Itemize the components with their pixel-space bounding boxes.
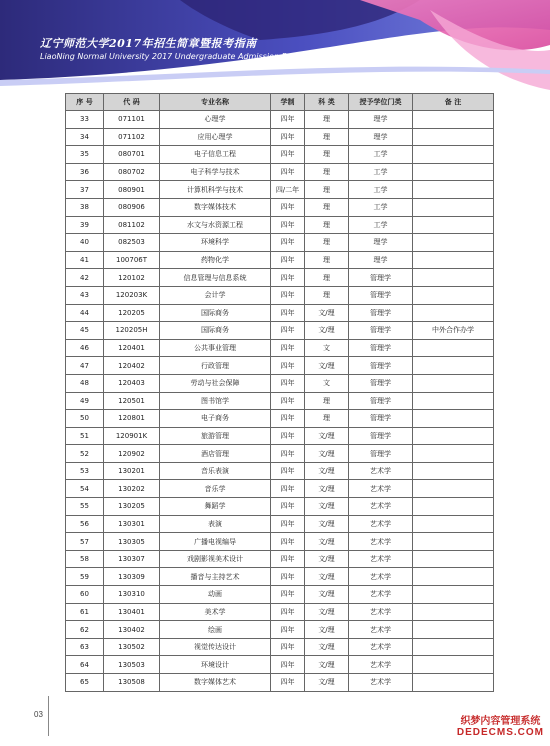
table-cell xyxy=(413,392,494,410)
table-cell: 理 xyxy=(305,128,349,146)
table-header-row xyxy=(66,94,494,111)
table-cell: 四年 xyxy=(271,674,305,692)
table-cell: 艺术学 xyxy=(349,568,413,586)
table-cell: 120205 xyxy=(104,304,160,322)
table-cell: 四年 xyxy=(271,656,305,674)
table-cell: 120401 xyxy=(104,339,160,357)
table-cell: 47 xyxy=(66,357,104,375)
table-cell: 120902 xyxy=(104,445,160,463)
table-cell: 公共事业管理 xyxy=(160,339,271,357)
table-cell: 130503 xyxy=(104,656,160,674)
table-cell: 理 xyxy=(305,234,349,252)
table-cell: 理学 xyxy=(349,251,413,269)
table-cell: 艺术学 xyxy=(349,533,413,551)
table-header xyxy=(66,94,494,111)
table-row xyxy=(66,234,494,252)
table-cell: 62 xyxy=(66,621,104,639)
table-cell: 57 xyxy=(66,533,104,551)
table-cell: 四年 xyxy=(271,216,305,234)
column-header: 科 类 xyxy=(305,94,349,111)
table-cell: 130205 xyxy=(104,498,160,516)
table-cell: 工学 xyxy=(349,181,413,199)
table-row xyxy=(66,111,494,129)
table-row xyxy=(66,674,494,692)
table-cell: 四年 xyxy=(271,568,305,586)
column-header: 学制 xyxy=(271,94,305,111)
table-cell: 艺术学 xyxy=(349,603,413,621)
table-cell: 理 xyxy=(305,181,349,199)
table-cell: 舞蹈学 xyxy=(160,498,271,516)
table-cell: 120501 xyxy=(104,392,160,410)
table-cell: 音乐学 xyxy=(160,480,271,498)
table-cell xyxy=(413,621,494,639)
table-cell: 四年 xyxy=(271,251,305,269)
table-row xyxy=(66,198,494,216)
table-cell: 国际商务 xyxy=(160,304,271,322)
table-cell: 文/理 xyxy=(305,586,349,604)
table-cell xyxy=(413,269,494,287)
table-cell: 工学 xyxy=(349,146,413,164)
table-cell: 四/二年 xyxy=(271,181,305,199)
table-cell: 四年 xyxy=(271,462,305,480)
table-cell: 旅游管理 xyxy=(160,427,271,445)
table-cell: 52 xyxy=(66,445,104,463)
table-row xyxy=(66,480,494,498)
table-cell: 艺术学 xyxy=(349,480,413,498)
table-cell: 071102 xyxy=(104,128,160,146)
table-cell: 080901 xyxy=(104,181,160,199)
table-cell: 100706T xyxy=(104,251,160,269)
table-row xyxy=(66,286,494,304)
table-cell: 理 xyxy=(305,146,349,164)
table-cell: 理 xyxy=(305,392,349,410)
table-cell: 080701 xyxy=(104,146,160,164)
table-cell: 文 xyxy=(305,339,349,357)
table-cell: 会计学 xyxy=(160,286,271,304)
table-cell: 管理学 xyxy=(349,322,413,340)
table-row xyxy=(66,392,494,410)
table-cell: 120901K xyxy=(104,427,160,445)
table-cell: 四年 xyxy=(271,198,305,216)
table-cell xyxy=(413,251,494,269)
table-cell: 48 xyxy=(66,374,104,392)
table-row xyxy=(66,621,494,639)
table-cell: 动画 xyxy=(160,586,271,604)
table-cell xyxy=(413,198,494,216)
table-row xyxy=(66,181,494,199)
table-cell: 130202 xyxy=(104,480,160,498)
table-cell xyxy=(413,533,494,551)
table-cell: 文/理 xyxy=(305,480,349,498)
table-cell: 35 xyxy=(66,146,104,164)
table-cell: 文/理 xyxy=(305,462,349,480)
table-cell: 42 xyxy=(66,269,104,287)
table-cell: 49 xyxy=(66,392,104,410)
table-cell: 艺术学 xyxy=(349,586,413,604)
table-row xyxy=(66,251,494,269)
column-header: 序 号 xyxy=(66,94,104,111)
table-cell xyxy=(413,163,494,181)
table-cell: 50 xyxy=(66,410,104,428)
table-cell: 36 xyxy=(66,163,104,181)
table-cell: 120403 xyxy=(104,374,160,392)
table-cell: 文/理 xyxy=(305,322,349,340)
table-cell: 四年 xyxy=(271,163,305,181)
table-cell xyxy=(413,234,494,252)
table-cell: 文/理 xyxy=(305,568,349,586)
table-row xyxy=(66,427,494,445)
majors-table xyxy=(65,93,494,692)
table-row xyxy=(66,357,494,375)
table-cell: 65 xyxy=(66,674,104,692)
table-cell: 理 xyxy=(305,111,349,129)
table-cell: 四年 xyxy=(271,339,305,357)
table-cell: 水文与水资源工程 xyxy=(160,216,271,234)
table-cell: 文 xyxy=(305,374,349,392)
table-cell xyxy=(413,498,494,516)
table-cell xyxy=(413,603,494,621)
table-cell: 理 xyxy=(305,163,349,181)
table-cell xyxy=(413,638,494,656)
table-cell: 54 xyxy=(66,480,104,498)
table-cell: 艺术学 xyxy=(349,498,413,516)
table-cell xyxy=(413,410,494,428)
table-row xyxy=(66,638,494,656)
table-cell: 130310 xyxy=(104,586,160,604)
table-cell: 四年 xyxy=(271,515,305,533)
table-cell: 工学 xyxy=(349,198,413,216)
table-cell: 53 xyxy=(66,462,104,480)
table-cell: 艺术学 xyxy=(349,515,413,533)
table-cell: 四年 xyxy=(271,111,305,129)
table-cell: 文/理 xyxy=(305,638,349,656)
table-cell: 59 xyxy=(66,568,104,586)
table-cell: 38 xyxy=(66,198,104,216)
table-cell: 120402 xyxy=(104,357,160,375)
table-row xyxy=(66,339,494,357)
table-cell: 环境科学 xyxy=(160,234,271,252)
table-row xyxy=(66,656,494,674)
table-cell: 55 xyxy=(66,498,104,516)
table-cell: 管理学 xyxy=(349,286,413,304)
table-cell: 46 xyxy=(66,339,104,357)
table-cell: 艺术学 xyxy=(349,621,413,639)
table-row xyxy=(66,374,494,392)
table-cell: 四年 xyxy=(271,533,305,551)
page-divider xyxy=(48,696,49,736)
table-cell: 管理学 xyxy=(349,339,413,357)
table-cell: 130402 xyxy=(104,621,160,639)
table-cell xyxy=(413,480,494,498)
table-cell: 51 xyxy=(66,427,104,445)
table-cell: 120801 xyxy=(104,410,160,428)
table-cell: 文/理 xyxy=(305,304,349,322)
table-cell: 理 xyxy=(305,410,349,428)
table-cell xyxy=(413,357,494,375)
table-cell: 四年 xyxy=(271,304,305,322)
table-row xyxy=(66,163,494,181)
table-row xyxy=(66,445,494,463)
table-cell: 艺术学 xyxy=(349,656,413,674)
table-cell: 四年 xyxy=(271,550,305,568)
site-watermark xyxy=(457,712,544,738)
table-cell xyxy=(413,674,494,692)
table-cell: 120102 xyxy=(104,269,160,287)
table-cell: 082503 xyxy=(104,234,160,252)
table-cell: 四年 xyxy=(271,234,305,252)
table-cell: 33 xyxy=(66,111,104,129)
table-cell: 四年 xyxy=(271,621,305,639)
header-banner xyxy=(0,0,550,90)
table-cell: 45 xyxy=(66,322,104,340)
brochure-title-cn: 辽宁师范大学2017年招生简章暨报考指南 xyxy=(40,37,257,50)
table-cell: 130309 xyxy=(104,568,160,586)
table-row xyxy=(66,304,494,322)
table-cell: 艺术学 xyxy=(349,638,413,656)
table-cell: 数字媒体技术 xyxy=(160,198,271,216)
table-cell: 130301 xyxy=(104,515,160,533)
table-cell: 理学 xyxy=(349,128,413,146)
table-cell xyxy=(413,656,494,674)
table-cell xyxy=(413,374,494,392)
table-cell: 130305 xyxy=(104,533,160,551)
table-cell: 电子商务 xyxy=(160,410,271,428)
table-cell xyxy=(413,339,494,357)
table-cell: 130502 xyxy=(104,638,160,656)
table-row xyxy=(66,322,494,340)
table-cell: 41 xyxy=(66,251,104,269)
table-cell: 四年 xyxy=(271,410,305,428)
table-cell: 绘画 xyxy=(160,621,271,639)
table-cell: 管理学 xyxy=(349,392,413,410)
table-cell: 130307 xyxy=(104,550,160,568)
table-cell: 管理学 xyxy=(349,304,413,322)
table-cell: 播音与主持艺术 xyxy=(160,568,271,586)
table-cell: 管理学 xyxy=(349,410,413,428)
table-cell: 文/理 xyxy=(305,621,349,639)
table-cell: 120203K xyxy=(104,286,160,304)
table-cell: 艺术学 xyxy=(349,550,413,568)
table-cell: 管理学 xyxy=(349,445,413,463)
table-cell: 药物化学 xyxy=(160,251,271,269)
table-cell: 43 xyxy=(66,286,104,304)
table-cell: 四年 xyxy=(271,427,305,445)
table-row xyxy=(66,586,494,604)
table-cell: 34 xyxy=(66,128,104,146)
table-cell: 四年 xyxy=(271,603,305,621)
table-cell: 文/理 xyxy=(305,656,349,674)
table-cell: 艺术学 xyxy=(349,674,413,692)
table-cell: 四年 xyxy=(271,146,305,164)
table-cell: 管理学 xyxy=(349,427,413,445)
table-cell: 60 xyxy=(66,586,104,604)
table-cell: 工学 xyxy=(349,216,413,234)
table-cell: 56 xyxy=(66,515,104,533)
table-cell: 四年 xyxy=(271,392,305,410)
table-cell: 国际商务 xyxy=(160,322,271,340)
table-cell: 文/理 xyxy=(305,445,349,463)
column-header: 代 码 xyxy=(104,94,160,111)
table-cell: 应用心理学 xyxy=(160,128,271,146)
table-cell xyxy=(413,128,494,146)
table-cell: 四年 xyxy=(271,286,305,304)
table-cell xyxy=(413,515,494,533)
table-cell xyxy=(413,304,494,322)
table-cell: 管理学 xyxy=(349,269,413,287)
table-cell: 管理学 xyxy=(349,374,413,392)
table-cell xyxy=(413,550,494,568)
table-cell: 四年 xyxy=(271,445,305,463)
table-row xyxy=(66,146,494,164)
table-cell xyxy=(413,586,494,604)
table-cell: 080702 xyxy=(104,163,160,181)
table-cell: 080906 xyxy=(104,198,160,216)
table-cell: 中外合作办学 xyxy=(413,322,494,340)
table-cell: 戏剧影视美术设计 xyxy=(160,550,271,568)
table-row xyxy=(66,515,494,533)
table-cell: 63 xyxy=(66,638,104,656)
table-cell: 四年 xyxy=(271,128,305,146)
table-cell xyxy=(413,445,494,463)
table-row xyxy=(66,498,494,516)
table-cell: 文/理 xyxy=(305,427,349,445)
table-cell: 劳动与社会保障 xyxy=(160,374,271,392)
table-cell: 120205H xyxy=(104,322,160,340)
table-cell xyxy=(413,568,494,586)
table-cell: 数字媒体艺术 xyxy=(160,674,271,692)
table-cell: 四年 xyxy=(271,322,305,340)
table-row xyxy=(66,216,494,234)
table-cell xyxy=(413,146,494,164)
table-cell: 理 xyxy=(305,251,349,269)
table-cell: 行政管理 xyxy=(160,357,271,375)
table-cell: 44 xyxy=(66,304,104,322)
table-cell: 37 xyxy=(66,181,104,199)
table-cell: 文/理 xyxy=(305,357,349,375)
table-cell: 130201 xyxy=(104,462,160,480)
table-cell: 信息管理与信息系统 xyxy=(160,269,271,287)
table-cell: 酒店管理 xyxy=(160,445,271,463)
table-cell: 四年 xyxy=(271,498,305,516)
table-cell xyxy=(413,181,494,199)
table-cell: 图书馆学 xyxy=(160,392,271,410)
table-cell xyxy=(413,462,494,480)
table-cell: 39 xyxy=(66,216,104,234)
table-cell: 四年 xyxy=(271,586,305,604)
column-header: 备 注 xyxy=(413,94,494,111)
table-row xyxy=(66,128,494,146)
table-cell: 文/理 xyxy=(305,674,349,692)
table-cell: 广播电视编导 xyxy=(160,533,271,551)
table-cell xyxy=(413,111,494,129)
table-row xyxy=(66,603,494,621)
table-row xyxy=(66,269,494,287)
table-cell: 四年 xyxy=(271,357,305,375)
table-cell: 081102 xyxy=(104,216,160,234)
table-cell: 64 xyxy=(66,656,104,674)
table-cell xyxy=(413,286,494,304)
table-cell: 071101 xyxy=(104,111,160,129)
table-cell: 40 xyxy=(66,234,104,252)
table-cell: 理 xyxy=(305,286,349,304)
column-header: 授予学位门类 xyxy=(349,94,413,111)
table-cell: 电子科学与技术 xyxy=(160,163,271,181)
table-row xyxy=(66,568,494,586)
brochure-title-en: LiaoNing Normal University 2017 Undergraduate Admission Brochure xyxy=(40,52,318,61)
watermark-line1: 织梦内容管理系统 xyxy=(460,716,541,727)
table-row xyxy=(66,550,494,568)
table-cell: 视觉传达设计 xyxy=(160,638,271,656)
table-cell: 130508 xyxy=(104,674,160,692)
table-body xyxy=(66,111,494,692)
table-cell: 表演 xyxy=(160,515,271,533)
table-cell: 61 xyxy=(66,603,104,621)
table-cell: 理学 xyxy=(349,111,413,129)
table-row xyxy=(66,533,494,551)
table-cell: 美术学 xyxy=(160,603,271,621)
table-cell xyxy=(413,216,494,234)
table-cell: 理 xyxy=(305,269,349,287)
table-cell: 文/理 xyxy=(305,498,349,516)
table-cell: 文/理 xyxy=(305,603,349,621)
table-cell: 音乐表演 xyxy=(160,462,271,480)
table-cell: 电子信息工程 xyxy=(160,146,271,164)
table-cell: 计算机科学与技术 xyxy=(160,181,271,199)
table-cell: 130401 xyxy=(104,603,160,621)
table-cell: 理学 xyxy=(349,234,413,252)
table-cell: 四年 xyxy=(271,480,305,498)
column-header: 专业名称 xyxy=(160,94,271,111)
table-row xyxy=(66,462,494,480)
table-cell: 四年 xyxy=(271,374,305,392)
table-cell: 文/理 xyxy=(305,550,349,568)
table-cell: 四年 xyxy=(271,269,305,287)
table-cell xyxy=(413,427,494,445)
table-cell: 环境设计 xyxy=(160,656,271,674)
table-cell: 管理学 xyxy=(349,357,413,375)
table-cell: 文/理 xyxy=(305,515,349,533)
table-cell: 58 xyxy=(66,550,104,568)
table-cell: 文/理 xyxy=(305,533,349,551)
table-row xyxy=(66,410,494,428)
table-cell: 理 xyxy=(305,216,349,234)
table-cell: 理 xyxy=(305,198,349,216)
table-cell: 艺术学 xyxy=(349,462,413,480)
table-cell: 工学 xyxy=(349,163,413,181)
table-cell: 心理学 xyxy=(160,111,271,129)
table-cell: 四年 xyxy=(271,638,305,656)
page-number: 03 xyxy=(34,710,43,719)
watermark-line2: DEDECMS.COM xyxy=(456,727,544,738)
